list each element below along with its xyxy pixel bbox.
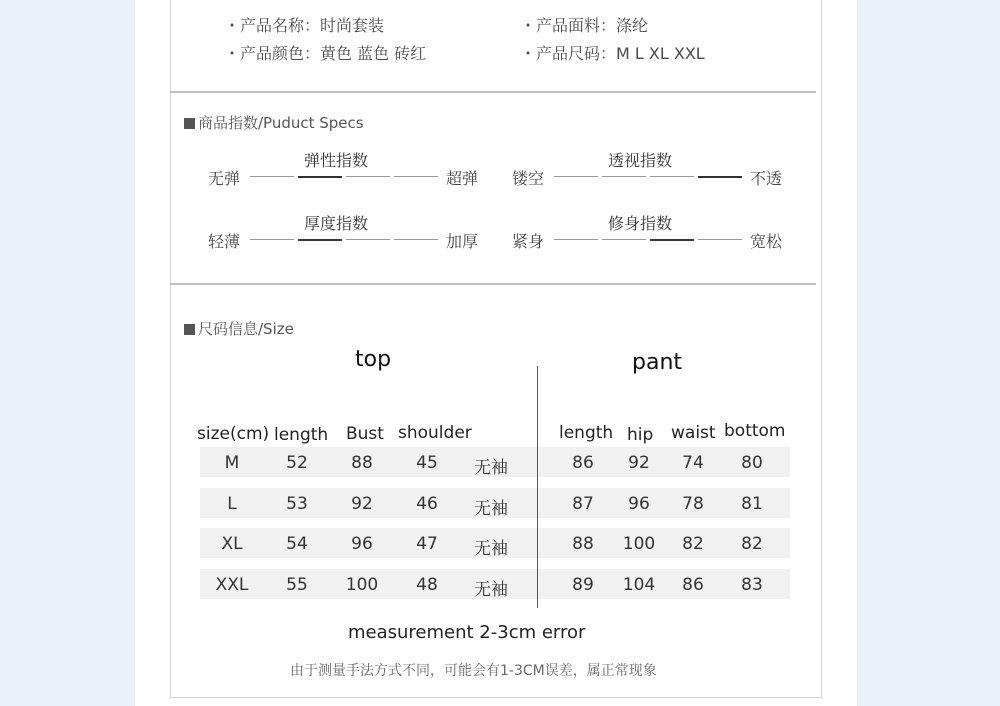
table-cell: L [227, 494, 237, 514]
table-cell: 54 [286, 534, 308, 554]
specs-heading [184, 112, 364, 133]
measurement-note: measurement 2-3cm error [348, 622, 586, 643]
table-header-cell: length [559, 423, 614, 443]
product-color: ・产品颜色：黄色 蓝色 砖红 [224, 44, 427, 63]
square-bullet-icon [184, 324, 195, 335]
spec-scale-segment [650, 176, 694, 177]
table-cell: 86 [682, 575, 704, 595]
table-cell: XL [221, 534, 243, 554]
spec-title: 弹性指数 [304, 151, 369, 170]
spec-level-marker [650, 239, 694, 241]
spec-scale-segment [250, 239, 294, 240]
spec-right-label: 不透 [750, 169, 783, 188]
product-fabric: ・产品面料：涤纶 [520, 16, 649, 35]
table-cell: 96 [628, 494, 650, 514]
specs-heading-text: 商品指数/Puduct Specs [198, 114, 364, 132]
table-cell: 55 [286, 575, 308, 595]
table-cell: 92 [351, 494, 373, 514]
spec-left-label: 镂空 [512, 169, 545, 188]
table-cell: 82 [741, 534, 763, 554]
square-bullet-icon [184, 118, 195, 129]
table-header-cell: bottom [724, 421, 786, 441]
table-cell: 100 [345, 575, 379, 595]
table-cell: 46 [416, 494, 438, 514]
table-header-cell: shoulder [398, 423, 472, 443]
footnote: 由于测量手法方式不同，可能会有1-3CM误差，属正常现象 [290, 663, 657, 679]
table-cell: 100 [622, 534, 656, 554]
table-header-cell: waist [671, 423, 716, 443]
table-cell: 88 [572, 534, 594, 554]
table-cell: 81 [741, 494, 763, 514]
table-header-cell: hip [627, 425, 654, 445]
spec-title: 透视指数 [608, 151, 673, 170]
table-cell: 无袖 [474, 539, 508, 559]
spec-right-label: 加厚 [446, 232, 479, 251]
table-cell: 47 [416, 534, 438, 554]
divider-top [170, 91, 816, 93]
spec-scale-segment [346, 176, 390, 177]
table-cell: 78 [682, 494, 704, 514]
table-cell: 87 [572, 494, 594, 514]
table-cell: 89 [572, 575, 594, 595]
table-cell: 无袖 [474, 458, 508, 478]
spec-scale-segment [250, 176, 294, 177]
table-header-cell: size(cm) [197, 424, 270, 444]
spec-title: 修身指数 [608, 214, 673, 233]
spec-scale-segment [602, 176, 646, 177]
table-cell: 45 [416, 453, 438, 473]
size-heading [184, 318, 294, 339]
spec-scale-segment [554, 239, 598, 240]
spec-left-label: 无弹 [208, 169, 241, 188]
spec-scale-segment [698, 239, 742, 240]
spec-left-label: 紧身 [512, 232, 545, 251]
pant-label: pant [632, 350, 683, 375]
spec-scale-segment [346, 239, 390, 240]
spec-left-label: 轻薄 [208, 232, 241, 251]
table-cell: M [224, 453, 240, 473]
top-label: top [355, 347, 392, 372]
table-header-cell: Bust [346, 424, 384, 444]
spec-level-marker [298, 239, 342, 241]
divider-mid [170, 283, 816, 285]
product-name: ・产品名称：时尚套装 [224, 16, 385, 35]
table-cell: 无袖 [474, 499, 508, 519]
spec-scale-segment [602, 239, 646, 240]
table-cell: 104 [622, 575, 656, 595]
spec-scale-segment [394, 239, 438, 240]
spec-title: 厚度指数 [304, 214, 369, 233]
table-cell: 83 [741, 575, 763, 595]
table-cell: 53 [286, 494, 308, 514]
spec-level-marker [298, 176, 342, 178]
table-cell: 80 [741, 453, 763, 473]
spec-scale-segment [394, 176, 438, 177]
table-cell: 86 [572, 453, 594, 473]
table-cell: 88 [351, 453, 373, 473]
table-cell: 48 [416, 575, 438, 595]
table-cell: XXL [215, 575, 249, 595]
table-header-cell: length [274, 425, 329, 445]
table-cell: 74 [682, 453, 704, 473]
table-cell: 92 [628, 453, 650, 473]
table-cell: 96 [351, 534, 373, 554]
table-divider [537, 366, 538, 608]
product-sizes: ・产品尺码：M L XL XXL [520, 44, 705, 63]
table-cell: 82 [682, 534, 704, 554]
spec-right-label: 宽松 [750, 232, 783, 251]
size-heading-text: 尺码信息/Size [198, 320, 294, 338]
table-cell: 52 [286, 453, 308, 473]
table-cell: 无袖 [474, 580, 508, 600]
spec-level-marker [698, 176, 742, 178]
spec-right-label: 超弹 [446, 169, 479, 188]
spec-scale-segment [554, 176, 598, 177]
